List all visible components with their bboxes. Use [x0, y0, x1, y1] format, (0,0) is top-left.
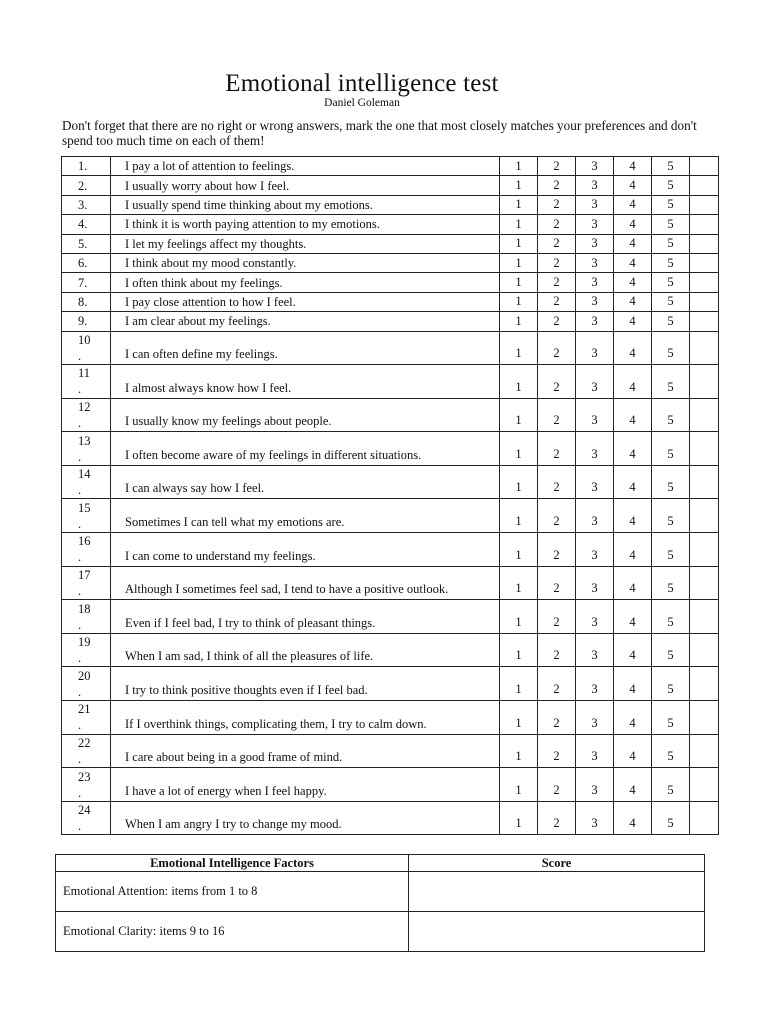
rating-option-3[interactable]: 3 [576, 432, 614, 466]
rating-option-5[interactable]: 5 [652, 734, 690, 768]
rating-option-1[interactable]: 1 [500, 633, 538, 667]
item-statement: I often think about my feelings. [111, 273, 500, 292]
rating-option-3[interactable]: 3 [576, 633, 614, 667]
item-statement: I often become aware of my feelings in different situations. [111, 432, 500, 466]
item-number-text: 15 [78, 500, 91, 515]
rating-option-5[interactable]: 5 [652, 667, 690, 701]
rating-option-4[interactable]: 4 [614, 768, 652, 802]
item-number [62, 499, 111, 533]
item-statement: I pay close attention to how I feel. [111, 292, 500, 311]
rating-option-1[interactable]: 1 [500, 734, 538, 768]
factor-label: Emotional Attention: items from 1 to 8 [56, 872, 409, 912]
rating-option-5[interactable]: 5 [652, 365, 690, 399]
question-row [62, 176, 719, 195]
item-number-text: 10 [78, 332, 91, 347]
item-statement: If I overthink things, complicating them, I try to calm down. [111, 701, 500, 735]
blank-cell [690, 215, 719, 234]
rating-option-2[interactable]: 2 [538, 176, 576, 195]
item-number [62, 633, 111, 667]
author-name: Daniel Goleman [324, 97, 400, 109]
rating-option-5[interactable]: 5 [652, 533, 690, 567]
question-row [62, 600, 719, 634]
item-statement: I almost always know how I feel. [111, 365, 500, 399]
question-row [62, 667, 719, 701]
rating-option-1[interactable]: 1 [500, 701, 538, 735]
item-number-text: 7. [78, 275, 88, 290]
item-number [62, 273, 111, 292]
item-statement: I have a lot of energy when I feel happy. [111, 768, 500, 802]
rating-option-1[interactable]: 1 [500, 398, 538, 432]
blank-cell [690, 312, 719, 331]
rating-option-5[interactable]: 5 [652, 566, 690, 600]
rating-option-4[interactable]: 4 [614, 801, 652, 835]
rating-option-2[interactable]: 2 [538, 465, 576, 499]
blank-cell [690, 234, 719, 253]
item-number-text: 20 [78, 668, 91, 683]
rating-option-1[interactable]: 1 [500, 176, 538, 195]
rating-option-2[interactable]: 2 [538, 292, 576, 311]
rating-option-4[interactable]: 4 [614, 600, 652, 634]
item-number-suffix: . [78, 718, 82, 733]
rating-option-1[interactable]: 1 [500, 331, 538, 365]
item-number [62, 600, 111, 634]
item-statement: I am clear about my feelings. [111, 312, 500, 331]
item-statement: I usually worry about how I feel. [111, 176, 500, 195]
item-statement: I can often define my feelings. [111, 331, 500, 365]
rating-option-3[interactable]: 3 [576, 398, 614, 432]
rating-option-3[interactable]: 3 [576, 801, 614, 835]
item-number-suffix: . [78, 819, 82, 834]
rating-option-2[interactable]: 2 [538, 768, 576, 802]
item-number-text: 19 [78, 635, 91, 650]
item-number-suffix: . [78, 516, 82, 531]
rating-option-4[interactable]: 4 [614, 398, 652, 432]
question-row [62, 398, 719, 432]
rating-option-4[interactable]: 4 [614, 215, 652, 234]
rating-option-2[interactable]: 2 [538, 600, 576, 634]
rating-option-2[interactable]: 2 [538, 157, 576, 176]
rating-option-4[interactable]: 4 [614, 365, 652, 399]
rating-option-5[interactable]: 5 [652, 499, 690, 533]
question-row [62, 273, 719, 292]
rating-option-2[interactable]: 2 [538, 398, 576, 432]
rating-option-3[interactable]: 3 [576, 533, 614, 567]
item-number-suffix: . [78, 483, 82, 498]
rating-option-5[interactable]: 5 [652, 600, 690, 634]
rating-option-4[interactable]: 4 [614, 157, 652, 176]
blank-cell [690, 253, 719, 272]
item-number-text: 23 [78, 769, 91, 784]
item-number-suffix: . [78, 416, 82, 430]
rating-option-1[interactable]: 1 [500, 465, 538, 499]
rating-option-4[interactable]: 4 [614, 566, 652, 600]
rating-option-3[interactable]: 3 [576, 215, 614, 234]
item-number-text: 6. [78, 256, 88, 271]
blank-cell [690, 633, 719, 667]
factor-row [56, 912, 705, 952]
item-number [62, 768, 111, 802]
rating-option-5[interactable]: 5 [652, 273, 690, 292]
item-number [62, 176, 111, 195]
rating-option-4[interactable]: 4 [614, 432, 652, 466]
item-number [62, 432, 111, 466]
item-number [62, 215, 111, 234]
questionnaire-body [62, 157, 719, 835]
item-number-text: 2. [78, 178, 88, 193]
item-number [62, 365, 111, 399]
document-title: Emotional intelligence test [225, 70, 499, 97]
rating-option-2[interactable]: 2 [538, 215, 576, 234]
item-statement: I usually spend time thinking about my emotions. [111, 195, 500, 214]
blank-cell [690, 667, 719, 701]
rating-option-1[interactable]: 1 [500, 157, 538, 176]
item-number-suffix: . [78, 617, 82, 632]
question-row [62, 234, 719, 253]
item-number-suffix: . [78, 348, 82, 363]
item-number-suffix: . [78, 550, 82, 565]
rating-option-5[interactable]: 5 [652, 701, 690, 735]
rating-option-4[interactable]: 4 [614, 633, 652, 667]
rating-option-4[interactable]: 4 [614, 176, 652, 195]
rating-option-2[interactable]: 2 [538, 533, 576, 567]
rating-option-5[interactable]: 5 [652, 465, 690, 499]
rating-option-2[interactable]: 2 [538, 365, 576, 399]
score-cell[interactable] [409, 912, 705, 952]
rating-option-1[interactable]: 1 [500, 365, 538, 399]
item-number [62, 801, 111, 835]
item-statement: I can come to understand my feelings. [111, 533, 500, 567]
item-number-text: 18 [78, 601, 91, 616]
item-statement: When I am sad, I think of all the pleasures of life. [111, 633, 500, 667]
rating-option-2[interactable]: 2 [538, 633, 576, 667]
rating-option-1[interactable]: 1 [500, 566, 538, 600]
rating-option-3[interactable]: 3 [576, 465, 614, 499]
factors-header: Emotional Intelligence Factors [56, 855, 409, 872]
item-number [62, 566, 111, 600]
blank-cell [690, 533, 719, 567]
item-number-suffix: . [78, 583, 82, 598]
item-number-text: 3. [78, 197, 88, 212]
blank-cell [690, 801, 719, 835]
rating-option-4[interactable]: 4 [614, 195, 652, 214]
item-number-text: 1. [78, 159, 88, 174]
rating-option-2[interactable]: 2 [538, 701, 576, 735]
item-statement: I can always say how I feel. [111, 465, 500, 499]
rating-option-5[interactable]: 5 [652, 398, 690, 432]
blank-cell [690, 432, 719, 466]
item-number [62, 292, 111, 311]
item-statement: I try to think positive thoughts even if I feel bad. [111, 667, 500, 701]
rating-option-1[interactable]: 1 [500, 768, 538, 802]
blank-cell [690, 465, 719, 499]
rating-option-4[interactable]: 4 [614, 253, 652, 272]
rating-option-4[interactable]: 4 [614, 465, 652, 499]
item-number-suffix: . [78, 449, 82, 464]
rating-option-3[interactable]: 3 [576, 768, 614, 802]
rating-option-5[interactable]: 5 [652, 234, 690, 253]
item-statement: I pay a lot of attention to feelings. [111, 157, 500, 176]
rating-option-3[interactable]: 3 [576, 234, 614, 253]
item-statement: Even if I feel bad, I try to think of pleasant things. [111, 600, 500, 634]
rating-option-4[interactable]: 4 [614, 499, 652, 533]
item-number-text: 24 [78, 803, 91, 818]
item-number [62, 667, 111, 701]
rating-option-5[interactable]: 5 [652, 312, 690, 331]
item-number-suffix: . [78, 651, 82, 666]
factor-row [56, 872, 705, 912]
rating-option-1[interactable]: 1 [500, 499, 538, 533]
question-row [62, 566, 719, 600]
question-row [62, 312, 719, 331]
blank-cell [690, 331, 719, 365]
rating-option-1[interactable]: 1 [500, 533, 538, 567]
item-statement: I think about my mood constantly. [111, 253, 500, 272]
question-row [62, 365, 719, 399]
rating-option-2[interactable]: 2 [538, 312, 576, 331]
item-number [62, 234, 111, 253]
question-row [62, 633, 719, 667]
question-row [62, 801, 719, 835]
item-number-text: 9. [78, 314, 88, 329]
rating-option-1[interactable]: 1 [500, 234, 538, 253]
blank-cell [690, 195, 719, 214]
blank-cell [690, 292, 719, 311]
item-number [62, 734, 111, 768]
question-row [62, 701, 719, 735]
item-number [62, 253, 111, 272]
rating-option-5[interactable]: 5 [652, 215, 690, 234]
rating-option-4[interactable]: 4 [614, 312, 652, 331]
rating-option-5[interactable]: 5 [652, 195, 690, 214]
rating-option-4[interactable]: 4 [614, 533, 652, 567]
item-number-text: 22 [78, 735, 91, 750]
rating-option-1[interactable]: 1 [500, 801, 538, 835]
rating-option-3[interactable]: 3 [576, 667, 614, 701]
rating-option-1[interactable]: 1 [500, 253, 538, 272]
question-row [62, 432, 719, 466]
rating-option-2[interactable]: 2 [538, 667, 576, 701]
rating-option-5[interactable]: 5 [652, 633, 690, 667]
rating-option-5[interactable]: 5 [652, 176, 690, 195]
item-number-text: 14 [78, 467, 91, 482]
rating-option-3[interactable]: 3 [576, 292, 614, 311]
factor-label: Emotional Clarity: items 9 to 16 [56, 912, 409, 952]
rating-option-1[interactable]: 1 [500, 312, 538, 331]
rating-option-2[interactable]: 2 [538, 195, 576, 214]
blank-cell [690, 600, 719, 634]
blank-cell [690, 499, 719, 533]
rating-option-3[interactable]: 3 [576, 734, 614, 768]
item-number-text: 16 [78, 534, 91, 549]
rating-option-3[interactable]: 3 [576, 701, 614, 735]
score-cell[interactable] [409, 872, 705, 912]
rating-option-5[interactable]: 5 [652, 801, 690, 835]
item-number-text: 21 [78, 702, 91, 717]
questionnaire-table [61, 156, 719, 835]
blank-cell [690, 701, 719, 735]
item-statement: Sometimes I can tell what my emotions are. [111, 499, 500, 533]
item-number [62, 398, 111, 432]
item-number [62, 465, 111, 499]
rating-option-3[interactable]: 3 [576, 195, 614, 214]
blank-cell [690, 176, 719, 195]
rating-option-1[interactable]: 1 [500, 667, 538, 701]
rating-option-2[interactable]: 2 [538, 432, 576, 466]
item-statement: I think it is worth paying attention to my emotions. [111, 215, 500, 234]
blank-cell [690, 768, 719, 802]
rating-option-4[interactable]: 4 [614, 667, 652, 701]
blank-cell [690, 398, 719, 432]
rating-option-5[interactable]: 5 [652, 253, 690, 272]
rating-option-4[interactable]: 4 [614, 273, 652, 292]
item-statement: I usually know my feelings about people. [111, 398, 500, 432]
item-number [62, 157, 111, 176]
item-statement: I care about being in a good frame of mind. [111, 734, 500, 768]
item-statement: Although I sometimes feel sad, I tend to have a positive outlook. [111, 566, 500, 600]
item-statement: When I am angry I try to change my mood. [111, 801, 500, 835]
item-number-text: 13 [78, 433, 91, 448]
item-number-text: 11 [78, 366, 91, 381]
item-number [62, 312, 111, 331]
rating-option-2[interactable]: 2 [538, 331, 576, 365]
rating-option-3[interactable]: 3 [576, 499, 614, 533]
rating-option-4[interactable]: 4 [614, 734, 652, 768]
rating-option-2[interactable]: 2 [538, 273, 576, 292]
question-row [62, 253, 719, 272]
item-number [62, 701, 111, 735]
rating-option-4[interactable]: 4 [614, 292, 652, 311]
question-row [62, 533, 719, 567]
rating-option-2[interactable]: 2 [538, 566, 576, 600]
rating-option-1[interactable]: 1 [500, 215, 538, 234]
rating-option-4[interactable]: 4 [614, 701, 652, 735]
blank-cell [690, 566, 719, 600]
rating-option-3[interactable]: 3 [576, 273, 614, 292]
score-header: Score [409, 855, 705, 872]
rating-option-3[interactable]: 3 [576, 253, 614, 272]
rating-option-4[interactable]: 4 [614, 234, 652, 253]
item-number-text: 8. [78, 294, 88, 309]
rating-option-3[interactable]: 3 [576, 312, 614, 331]
item-number [62, 533, 111, 567]
rating-option-5[interactable]: 5 [652, 157, 690, 176]
rating-option-2[interactable]: 2 [538, 253, 576, 272]
rating-option-1[interactable]: 1 [500, 600, 538, 634]
rating-option-4[interactable]: 4 [614, 331, 652, 365]
item-number-suffix: . [78, 751, 82, 766]
rating-option-1[interactable]: 1 [500, 432, 538, 466]
blank-cell [690, 365, 719, 399]
factors-table [55, 854, 705, 952]
item-number-text: 12 [78, 400, 91, 414]
item-number [62, 195, 111, 214]
rating-option-1[interactable]: 1 [500, 292, 538, 311]
rating-option-3[interactable]: 3 [576, 365, 614, 399]
rating-option-3[interactable]: 3 [576, 157, 614, 176]
rating-option-1[interactable]: 1 [500, 273, 538, 292]
rating-option-5[interactable]: 5 [652, 768, 690, 802]
question-row [62, 734, 719, 768]
question-row [62, 465, 719, 499]
rating-option-3[interactable]: 3 [576, 566, 614, 600]
item-number-suffix: . [78, 684, 82, 699]
question-row [62, 331, 719, 365]
question-row [62, 292, 719, 311]
rating-option-1[interactable]: 1 [500, 195, 538, 214]
rating-option-3[interactable]: 3 [576, 600, 614, 634]
item-number-text: 4. [78, 217, 88, 232]
rating-option-5[interactable]: 5 [652, 292, 690, 311]
item-number-suffix: . [78, 382, 82, 397]
blank-cell [690, 734, 719, 768]
item-number-suffix: . [78, 785, 82, 800]
question-row [62, 157, 719, 176]
item-number-text: 17 [78, 567, 91, 582]
instructions-text: Don't forget that there are no right or wrong answers, mark the one that most closely matches your preferences and don't spend too much time on each of them! [62, 118, 697, 148]
blank-cell [690, 157, 719, 176]
item-statement: I let my feelings affect my thoughts. [111, 234, 500, 253]
rating-option-2[interactable]: 2 [538, 234, 576, 253]
rating-option-2[interactable]: 2 [538, 499, 576, 533]
rating-option-3[interactable]: 3 [576, 331, 614, 365]
item-number [62, 331, 111, 365]
question-row [62, 195, 719, 214]
question-row [62, 768, 719, 802]
rating-option-2[interactable]: 2 [538, 734, 576, 768]
rating-option-5[interactable]: 5 [652, 432, 690, 466]
question-row [62, 215, 719, 234]
question-row [62, 499, 719, 533]
rating-option-3[interactable]: 3 [576, 176, 614, 195]
blank-cell [690, 273, 719, 292]
rating-option-2[interactable]: 2 [538, 801, 576, 835]
rating-option-5[interactable]: 5 [652, 331, 690, 365]
item-number-text: 5. [78, 236, 88, 251]
